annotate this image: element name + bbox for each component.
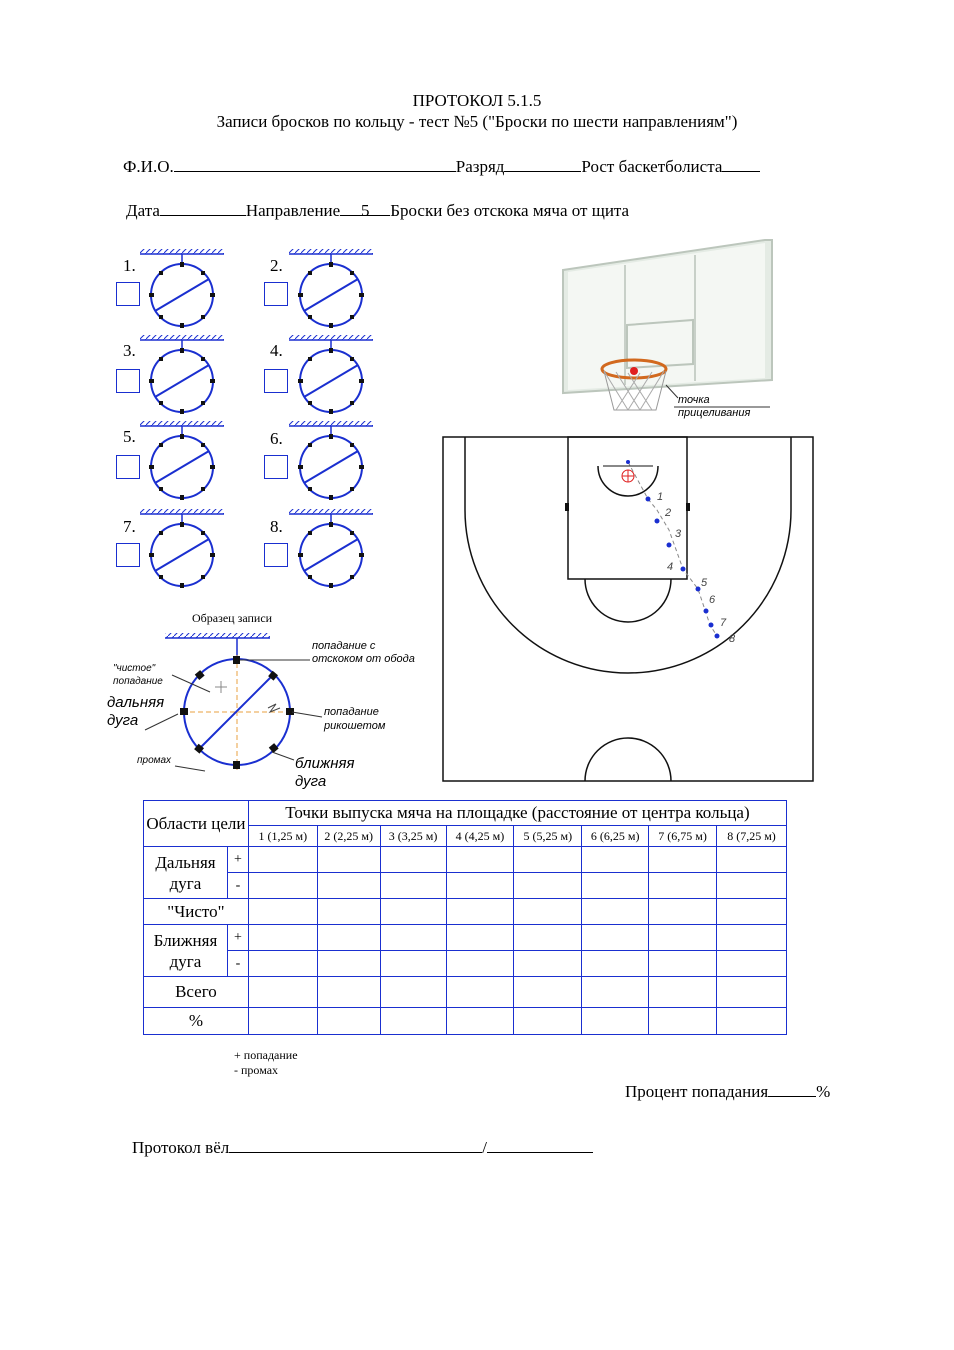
cell[interactable] (514, 977, 582, 1008)
sample-ring (145, 633, 322, 771)
row-percent: % (144, 1008, 249, 1035)
label-ricochet-2: рикошетом (324, 720, 386, 732)
label-ricochet-1: попадание (324, 706, 379, 718)
label-far-arc (107, 694, 164, 730)
aim-point-label (678, 394, 750, 420)
cell[interactable] (248, 1008, 317, 1035)
cell[interactable] (446, 899, 514, 925)
court-point-2: 2 (665, 507, 672, 519)
protocol-by-name-field[interactable] (229, 1138, 482, 1153)
cell[interactable] (248, 925, 317, 951)
court-point-4: 4 (667, 561, 674, 573)
label-far-arc-1: дальняя (107, 694, 165, 711)
cell[interactable] (582, 873, 649, 899)
col-header-5: 5 (5,25 м) (514, 826, 582, 847)
ring-3[interactable] (140, 335, 224, 414)
cell[interactable] (446, 977, 514, 1008)
ring-2[interactable] (289, 249, 373, 328)
court-point-3: 3 (675, 528, 682, 540)
ring-label-4: 4. (270, 341, 283, 360)
ring-label-7: 7. (123, 517, 136, 536)
label-near-arc-1: ближняя (295, 755, 355, 772)
cell[interactable] (248, 873, 317, 899)
ring-6[interactable] (289, 421, 373, 500)
cell[interactable] (317, 951, 380, 977)
cell[interactable] (717, 925, 787, 951)
date-label: Дата (126, 201, 160, 220)
cell[interactable] (717, 873, 787, 899)
ring-label-1: 1. (123, 256, 136, 275)
court-point-5: 5 (701, 577, 708, 589)
label-rim-bounce (312, 640, 415, 666)
court-point-6: 6 (709, 594, 716, 606)
hit-percent-label: Процент попадания (625, 1082, 769, 1101)
cell[interactable] (446, 1008, 514, 1035)
protocol-by-sign-field[interactable] (487, 1138, 593, 1153)
cell[interactable] (717, 1008, 787, 1035)
cell[interactable] (582, 899, 649, 925)
cell[interactable] (717, 977, 787, 1008)
cell[interactable] (649, 925, 717, 951)
label-clean-2: попадание (113, 676, 163, 687)
row-total: Всего (144, 977, 249, 1008)
label-far-arc-2: дуга (107, 712, 139, 729)
cell[interactable] (514, 873, 582, 899)
cell[interactable] (649, 1008, 717, 1035)
cell[interactable] (380, 951, 446, 977)
direction-label: Направление (245, 201, 341, 220)
page-subtitle: Записи бросков по кольцу - тест №5 ("Броски по шести направлениям") (216, 112, 738, 131)
ring-label-3: 3. (123, 341, 136, 360)
label-near-arc (295, 755, 355, 791)
label-rim-bounce-2: отскоком от обода (312, 653, 415, 665)
points-header: Точки выпуска мяча на площадке (расстояние от центра кольца) (248, 801, 786, 826)
cell[interactable] (717, 847, 787, 873)
cell[interactable] (514, 847, 582, 873)
cell[interactable] (380, 1008, 446, 1035)
cell[interactable] (514, 925, 582, 951)
row-near-arc-minus: - (227, 951, 248, 977)
cell[interactable] (380, 873, 446, 899)
cell[interactable] (317, 925, 380, 951)
hit-percent-line (625, 1082, 830, 1102)
ring-7[interactable] (140, 509, 224, 588)
col-header-6: 6 (6,25 м) (582, 826, 649, 847)
row-near-arc: Ближняя дуга (144, 925, 228, 977)
row-clean: "Чисто" (144, 899, 249, 925)
hit-percent-field[interactable] (768, 1082, 816, 1097)
label-clean-1: "чистое" (113, 663, 156, 674)
cell[interactable] (649, 899, 717, 925)
page-title: ПРОТОКОЛ 5.1.5 (412, 91, 542, 110)
aim-point-label-2: прицеливания (678, 407, 751, 419)
col-header-2: 2 (2,25 м) (317, 826, 380, 847)
protocol-by-label: Протокол вёл (132, 1138, 230, 1157)
row-near-arc-plus: + (227, 925, 248, 951)
row-far-arc: Дальняя дуга (144, 847, 228, 899)
basketball-court (443, 437, 813, 781)
fio-label: Ф.И.О. (123, 157, 174, 176)
ring-label-6: 6. (270, 429, 283, 448)
aim-point-label-1: точка (678, 394, 710, 406)
results-table (143, 800, 787, 1035)
sample-title: Образец записи (192, 611, 273, 625)
col-header-3: 3 (3,25 м) (380, 826, 446, 847)
cell[interactable] (380, 925, 446, 951)
cell[interactable] (514, 1008, 582, 1035)
row-far-arc-minus: - (227, 873, 248, 899)
cell[interactable] (649, 873, 717, 899)
cell[interactable] (717, 951, 787, 977)
protocol-by-slash: / (482, 1138, 487, 1157)
cell[interactable] (717, 899, 787, 925)
court-point-8: 8 (729, 633, 736, 645)
ring-4[interactable] (289, 335, 373, 414)
protocol-by-line (132, 1138, 593, 1158)
cell[interactable] (380, 847, 446, 873)
label-clean (113, 662, 163, 688)
legend-minus: - промах (234, 1063, 279, 1077)
label-near-arc-2: дуга (295, 773, 327, 790)
hit-percent-unit: % (816, 1082, 831, 1101)
cell[interactable] (317, 899, 380, 925)
areas-header: Области цели (144, 801, 249, 847)
cell[interactable] (248, 847, 317, 873)
col-header-7: 7 (6,75 м) (649, 826, 717, 847)
cell[interactable] (446, 873, 514, 899)
backboard-illustration (563, 240, 772, 410)
cell[interactable] (380, 899, 446, 925)
cell[interactable] (317, 847, 380, 873)
direction-field[interactable]: 5 (340, 201, 390, 216)
cell[interactable] (446, 925, 514, 951)
cell[interactable] (514, 951, 582, 977)
ring-1[interactable] (140, 249, 224, 328)
cell[interactable] (582, 1008, 649, 1035)
cell[interactable] (582, 977, 649, 1008)
court-point-7: 7 (720, 617, 727, 629)
cell[interactable] (649, 977, 717, 1008)
cell[interactable] (514, 899, 582, 925)
cell[interactable] (582, 847, 649, 873)
shot-desc: Броски без отскока мяча от щита (390, 201, 630, 220)
cell[interactable] (248, 899, 317, 925)
col-header-1: 1 (1,25 м) (248, 826, 317, 847)
label-miss: промах (137, 755, 172, 766)
cell[interactable] (649, 847, 717, 873)
ring-label-8: 8. (270, 517, 283, 536)
cell[interactable] (380, 977, 446, 1008)
cell[interactable] (248, 951, 317, 977)
razryad-label: Разряд (455, 157, 505, 176)
cell[interactable] (317, 977, 380, 1008)
row-far-arc-plus: + (227, 847, 248, 873)
cell[interactable] (446, 951, 514, 977)
legend-plus: + попадание (234, 1048, 298, 1062)
cell[interactable] (582, 951, 649, 977)
col-header-4: 4 (4,25 м) (446, 826, 514, 847)
ring-8[interactable] (289, 509, 373, 588)
cell[interactable] (248, 977, 317, 1008)
label-ricochet (324, 705, 385, 733)
cell[interactable] (649, 951, 717, 977)
ring-5[interactable] (140, 421, 224, 500)
cell[interactable] (317, 873, 380, 899)
label-rim-bounce-1: попадание с (312, 640, 376, 652)
cell[interactable] (446, 847, 514, 873)
cell[interactable] (317, 1008, 380, 1035)
ring-label-5: 5. (123, 427, 136, 446)
cell[interactable] (582, 925, 649, 951)
court-point-1: 1 (657, 491, 664, 503)
col-header-8: 8 (7,25 м) (717, 826, 787, 847)
rost-label: Рост баскетболиста (581, 157, 723, 176)
ring-label-2: 2. (270, 256, 283, 275)
